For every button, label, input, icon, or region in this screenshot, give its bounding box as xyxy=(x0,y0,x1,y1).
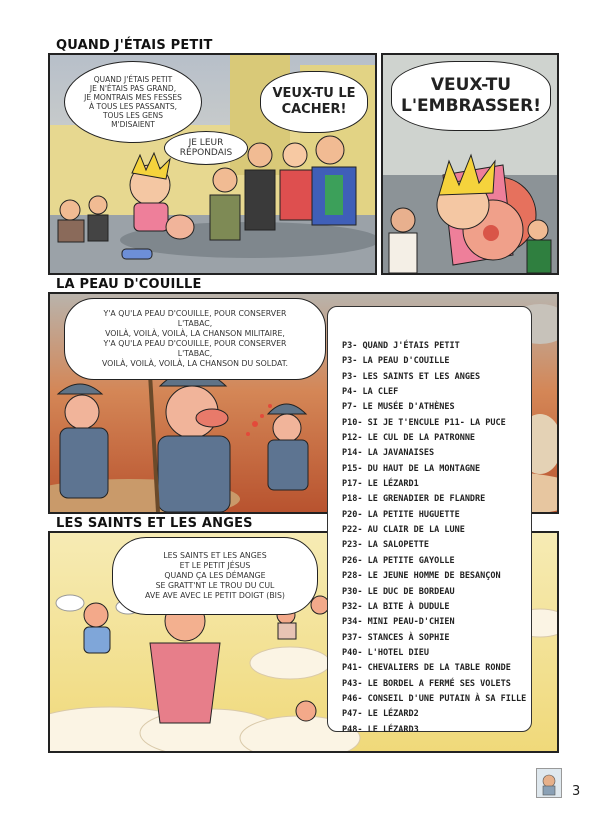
toc-entry: P20- LA PETITE HUGUETTE xyxy=(342,509,460,520)
speech-bubble-peau-d-couille xyxy=(64,298,326,380)
toc-entry: P30- LE DUC DE BORDEAU xyxy=(342,586,455,597)
toc-entry: P12- LE CUL DE LA PATRONNE xyxy=(342,433,476,444)
bubble-line: VEUX-TU xyxy=(430,75,512,95)
bubble-line: L'EMBRASSER! xyxy=(401,96,541,116)
thumbnail-icon xyxy=(537,769,561,797)
bubble-line: QUAND ÇA LES DÉMANGE xyxy=(164,571,266,580)
bubble-line: RÉPONDAIS xyxy=(179,148,233,158)
bubble-line: Y'A QU'LA PEAU D'COUILLE, POUR CONSERVER xyxy=(103,339,287,348)
bubble-line: CACHER! xyxy=(281,102,347,117)
bubble-line: QUAND J'ÉTAIS PETIT xyxy=(93,75,173,84)
bubble-line: LES SAINTS ET LES ANGES xyxy=(163,551,267,560)
toc-entry: P15- DU HAUT DE LA MONTAGNE xyxy=(342,463,481,474)
toc-entry: P22- AU CLAIR DE LA LUNE xyxy=(342,525,465,536)
speech-bubble-je-leur-repondais xyxy=(164,131,248,165)
bubble-line: JE N'ÉTAIS PAS GRAND, xyxy=(89,84,177,93)
toc-entry: P28- LE JEUNE HOMME DE BESANÇON xyxy=(342,571,501,582)
toc-entry: P3- LA PEAU D'COUILLE xyxy=(342,356,450,367)
toc-entry: P40- L'HOTEL DIEU xyxy=(342,647,429,658)
toc-entry: P18- LE GRENADIER DE FLANDRE xyxy=(342,494,486,505)
toc-entry: P3- QUAND J'ÉTAIS PETIT xyxy=(342,341,460,351)
bubble-line: TOUS LES GENS xyxy=(102,111,164,120)
toc-entry: P14- LA JAVANAISES xyxy=(342,448,435,459)
bubble-line: VOILÀ, VOILÀ, VOILÀ, LA CHANSON DU SOLDAT. xyxy=(101,359,289,368)
toc-entry: P10- SI JE T'ENCULE P11- LA PUCE xyxy=(342,417,506,428)
bubble-line: JE MONTRAIS MES FESSES xyxy=(84,93,182,102)
toc-entry: P48- LE LÉZARD3 xyxy=(342,724,419,735)
speech-bubble-quand-j-etais-petit xyxy=(64,61,202,143)
bubble-line: L'TABAC, xyxy=(177,319,213,328)
toc-entry: P47- LE LÉZARD2 xyxy=(342,709,419,720)
toc-entry: P3- LES SAINTS ET LES ANGES xyxy=(342,371,481,382)
toc-entry: P7- LE MUSÉE D'ATHÈNES xyxy=(342,402,455,413)
toc-entry: P43- LE BORDEL A FERMÉ SES VOLETS xyxy=(342,678,511,689)
bubble-line: AVE AVE AVEC LE PETIT DOIGT (BIS) xyxy=(145,591,285,600)
speech-bubble-veux-tu-le-cacher xyxy=(260,71,368,133)
panel-1b-boy-blushing xyxy=(381,53,559,275)
speech-bubble-saints-et-anges xyxy=(112,537,318,615)
bubble-line: VOILÀ, VOILÀ, VOILÀ, LA CHANSON MILITAIRE, xyxy=(105,329,285,338)
toc-entry: P41- CHEVALIERS DE LA TABLE RONDE xyxy=(342,663,511,674)
strip-title-3: LES SAINTS ET LES ANGES xyxy=(56,516,253,531)
strip-title-2: LA PEAU D'COUILLE xyxy=(56,277,202,292)
speech-bubble-veux-tu-l-embrasser xyxy=(391,61,551,131)
toc-entry: P26- LA PETITE GAYOLLE xyxy=(342,555,455,566)
toc-entry: P32- LA BITE À DUDULE xyxy=(342,601,450,612)
toc-entry: P46- CONSEIL D'UNE PUTAIN À SA FILLE xyxy=(342,693,527,704)
toc-entry: P34- MINI PEAU-D'CHIEN xyxy=(342,617,455,628)
bubble-line: À TOUS LES PASSANTS, xyxy=(88,102,177,111)
toc-entry: P37- STANCES À SOPHIE xyxy=(342,632,450,643)
strip-title-1: QUAND J'ÉTAIS PETIT xyxy=(56,38,213,53)
bubble-line: VEUX-TU LE xyxy=(272,86,356,101)
bubble-line: L'TABAC, xyxy=(177,349,213,358)
toc-entry: P4- LA CLEF xyxy=(342,387,399,398)
bubble-line: JE LEUR xyxy=(188,138,224,148)
table-of-contents xyxy=(327,306,532,735)
bubble-line: SE GRATT'NT LE TROU DU CUL xyxy=(155,581,275,590)
bubble-line: M'DISAIENT xyxy=(111,120,155,129)
panel-1a-street-scene xyxy=(48,53,377,275)
bubble-line: Y'A QU'LA PEAU D'COUILLE, POUR CONSERVER xyxy=(103,309,287,318)
bubble-line: ET LE PETIT JÉSUS xyxy=(179,561,251,570)
thumbnail-illustration xyxy=(536,768,562,798)
page-number: 3 xyxy=(572,784,581,799)
toc-entry: P23- LA SALOPETTE xyxy=(342,540,429,551)
toc-entry: P17- LE LÉZARD1 xyxy=(342,479,419,490)
